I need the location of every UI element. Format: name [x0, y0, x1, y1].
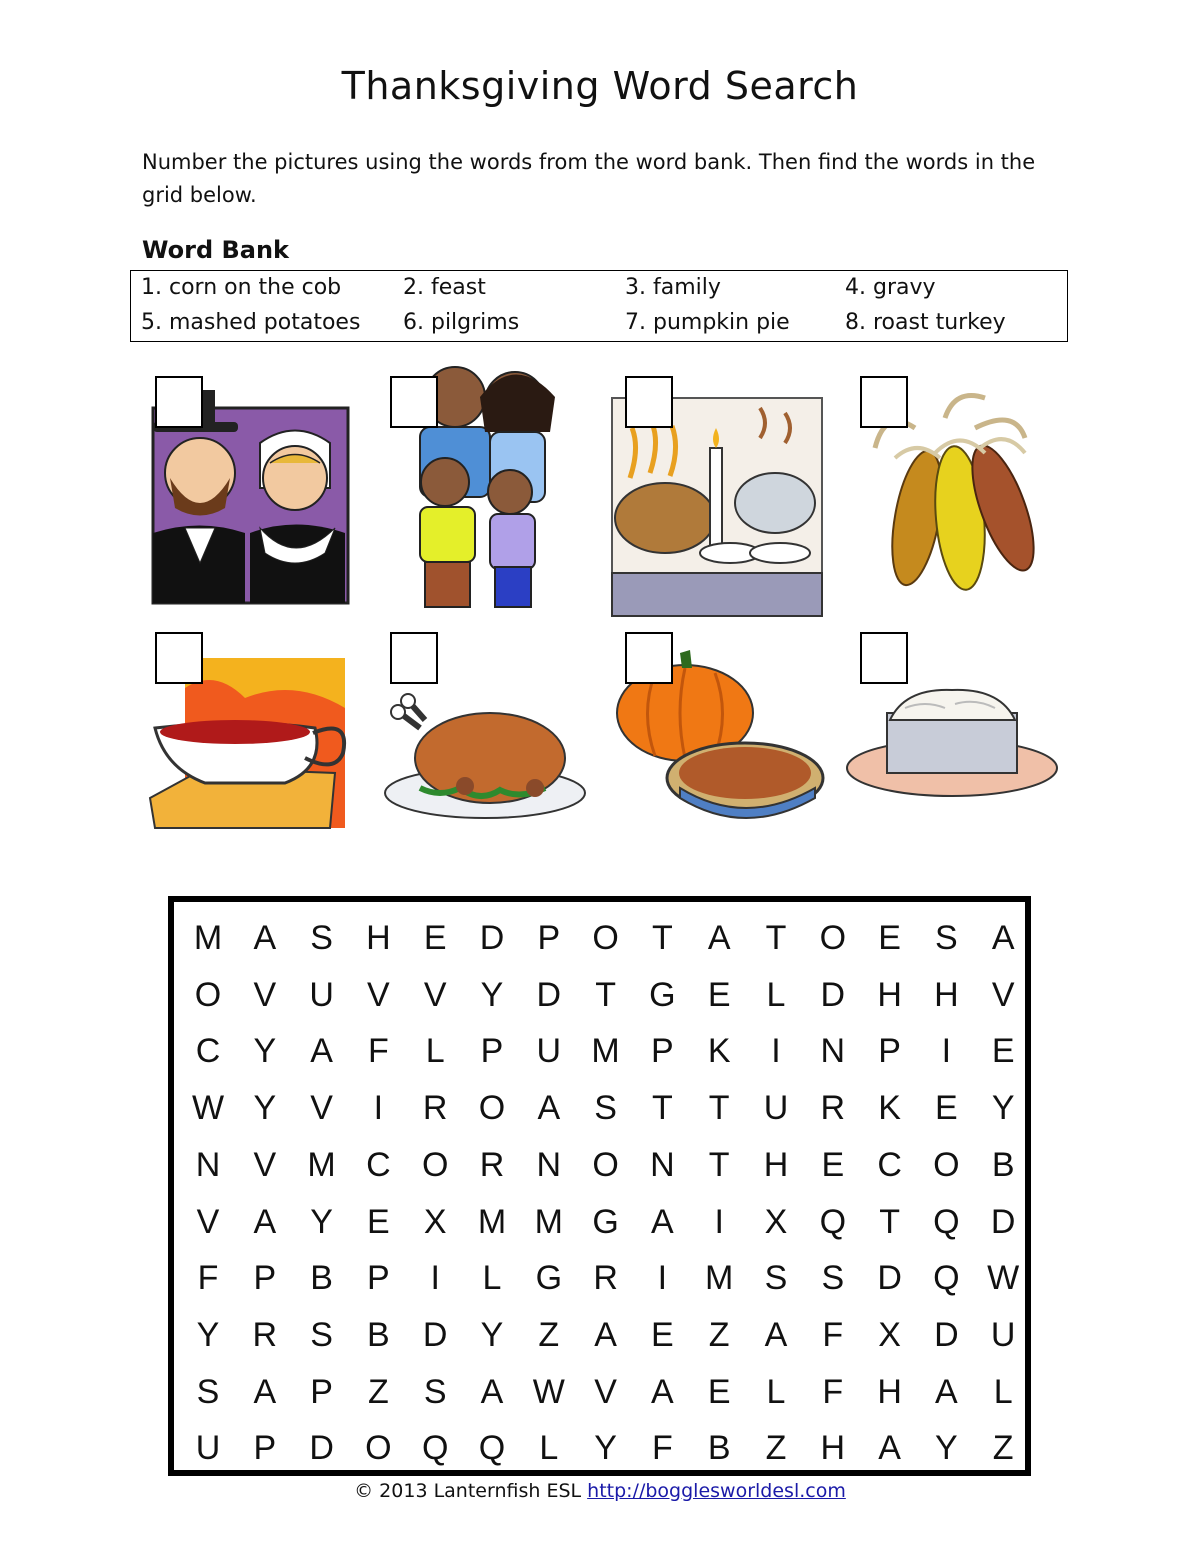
grid-letter[interactable]: D: [422, 1315, 448, 1354]
grid-letter[interactable]: M: [307, 1145, 336, 1184]
grid-letter[interactable]: A: [537, 1089, 561, 1128]
grid-row: [174, 1250, 1025, 1306]
grid-letter[interactable]: D: [479, 919, 505, 957]
grid-letter[interactable]: O: [592, 919, 619, 957]
grid-letter[interactable]: A: [991, 919, 1015, 957]
grid-letter[interactable]: V: [253, 975, 277, 1014]
grid-letter[interactable]: F: [652, 1429, 673, 1468]
grid-letter[interactable]: Q: [933, 1202, 960, 1241]
grid-letter[interactable]: G: [649, 975, 676, 1014]
grid-letter[interactable]: L: [425, 1032, 445, 1071]
grid-letter[interactable]: E: [935, 1089, 958, 1128]
grid-letter[interactable]: T: [595, 975, 616, 1014]
grid-letter[interactable]: U: [195, 1429, 221, 1468]
grid-letter[interactable]: M: [591, 1032, 620, 1071]
grid-letter[interactable]: Y: [935, 1429, 958, 1468]
grid-letter[interactable]: P: [537, 919, 561, 957]
grid-letter[interactable]: Q: [819, 1202, 847, 1241]
grid-row: [174, 1023, 1025, 1079]
grid-letter[interactable]: U: [536, 1032, 562, 1071]
grid-letter[interactable]: S: [310, 919, 333, 957]
grid-letter[interactable]: I: [941, 1032, 952, 1071]
grid-letter[interactable]: C: [366, 1145, 391, 1184]
word-bank-item: 8. roast turkey: [845, 310, 1006, 335]
grid-letter[interactable]: H: [877, 1372, 902, 1411]
grid-letter[interactable]: S: [764, 1259, 788, 1298]
grid-letter[interactable]: H: [877, 975, 902, 1014]
grid-letter[interactable]: L: [539, 1429, 559, 1468]
grid-letter[interactable]: G: [592, 1202, 619, 1241]
picture-card: [610, 368, 820, 618]
grid-letter[interactable]: W: [532, 1372, 565, 1411]
grid-letter[interactable]: D: [877, 1259, 902, 1298]
answer-box[interactable]: [155, 632, 203, 684]
grid-letter[interactable]: A: [253, 1202, 277, 1241]
grid-letter[interactable]: S: [310, 1315, 333, 1354]
grid-letter[interactable]: N: [195, 1145, 221, 1184]
page-title: Thanksgiving Word Search: [341, 64, 859, 108]
grid-row: [174, 1364, 1025, 1420]
grid-letter[interactable]: N: [536, 1145, 562, 1184]
grid-letter[interactable]: T: [652, 1089, 673, 1128]
grid-letter[interactable]: R: [479, 1145, 505, 1184]
grid-letter[interactable]: B: [367, 1315, 390, 1354]
grid-letter[interactable]: O: [933, 1145, 960, 1184]
grid-letter[interactable]: P: [367, 1259, 390, 1298]
grid-letter[interactable]: O: [365, 1429, 392, 1468]
grid-letter[interactable]: E: [991, 1032, 1015, 1071]
grid-letter[interactable]: F: [197, 1259, 219, 1298]
grid-letter[interactable]: P: [878, 1032, 901, 1071]
grid-letter[interactable]: Y: [480, 1315, 504, 1354]
grid-letter[interactable]: M: [705, 1259, 734, 1298]
grid-letter[interactable]: W: [987, 1259, 1020, 1298]
grid-letter[interactable]: O: [478, 1089, 506, 1128]
grid-letter[interactable]: Z: [708, 1315, 730, 1354]
grid-letter[interactable]: A: [310, 1032, 333, 1071]
grid-letter[interactable]: A: [764, 1315, 788, 1354]
grid-letter[interactable]: K: [707, 1032, 731, 1071]
grid-letter[interactable]: S: [196, 1372, 220, 1411]
grid-letter[interactable]: T: [708, 1145, 730, 1184]
grid-letter[interactable]: A: [935, 1372, 958, 1411]
grid-letter[interactable]: R: [422, 1089, 448, 1128]
grid-letter[interactable]: U: [309, 975, 334, 1014]
grid-letter[interactable]: K: [878, 1089, 901, 1128]
grid-letter[interactable]: P: [310, 1372, 333, 1411]
grid-letter[interactable]: F: [368, 1032, 389, 1071]
grid-letter[interactable]: T: [652, 919, 673, 957]
grid-letter[interactable]: C: [877, 1145, 902, 1184]
grid-row: [174, 910, 1025, 966]
grid-letter[interactable]: Z: [538, 1315, 560, 1354]
grid-row: [174, 1137, 1025, 1193]
grid-letter[interactable]: E: [367, 1202, 390, 1241]
grid-letter[interactable]: H: [366, 919, 391, 957]
grid-letter[interactable]: Y: [196, 1315, 220, 1354]
grid-letter[interactable]: O: [421, 1145, 449, 1184]
grid-letter[interactable]: B: [310, 1259, 333, 1298]
grid-letter[interactable]: M: [193, 919, 223, 957]
grid-letter[interactable]: O: [819, 919, 847, 957]
picture-card: [385, 362, 595, 612]
instructions: Number the pictures using the words from the word bank. Then find the words in the grid below.: [142, 150, 1036, 207]
word-bank-item: 6. pilgrims: [403, 310, 520, 335]
grid-letter[interactable]: A: [707, 919, 731, 957]
grid-row: [174, 1194, 1025, 1250]
grid-letter[interactable]: Q: [478, 1429, 506, 1468]
grid-letter[interactable]: R: [252, 1315, 278, 1354]
grid-letter[interactable]: E: [878, 919, 901, 957]
footer: [0, 1480, 1200, 1502]
grid-letter[interactable]: Y: [480, 975, 504, 1014]
grid-letter[interactable]: C: [195, 1032, 221, 1071]
grid-letter[interactable]: N: [650, 1145, 675, 1184]
grid-letter[interactable]: Y: [253, 1089, 277, 1128]
grid-letter[interactable]: S: [935, 919, 958, 957]
grid-letter[interactable]: B: [707, 1429, 731, 1468]
grid-letter[interactable]: S: [594, 1089, 617, 1128]
answer-box[interactable]: [155, 376, 203, 428]
answer-box[interactable]: [390, 376, 438, 428]
word-bank-item: 1. corn on the cob: [141, 275, 342, 300]
grid-letter[interactable]: I: [373, 1089, 384, 1128]
grid-letter[interactable]: L: [766, 975, 786, 1014]
grid-letter[interactable]: I: [771, 1032, 781, 1071]
grid-row: [174, 967, 1025, 1023]
grid-letter[interactable]: G: [535, 1259, 563, 1298]
word-bank: [130, 270, 1068, 342]
word-bank-item: 2. feast: [403, 275, 486, 300]
answer-box[interactable]: [625, 632, 673, 684]
grid-letter[interactable]: L: [993, 1372, 1013, 1411]
grid-row: [174, 1080, 1025, 1136]
grid-letter[interactable]: E: [707, 1372, 731, 1411]
grid-letter[interactable]: A: [651, 1202, 674, 1241]
grid-letter[interactable]: P: [253, 1429, 277, 1468]
grid-letter[interactable]: Y: [253, 1032, 277, 1071]
grid-letter[interactable]: U: [763, 1089, 789, 1128]
grid-letter[interactable]: H: [763, 1145, 789, 1184]
grid-letter[interactable]: X: [878, 1315, 901, 1354]
grid-letter[interactable]: W: [191, 1089, 225, 1128]
grid-letter[interactable]: B: [991, 1145, 1015, 1184]
answer-box[interactable]: [860, 376, 908, 428]
grid-letter[interactable]: A: [878, 1429, 901, 1468]
grid-letter[interactable]: V: [310, 1089, 333, 1128]
grid-letter[interactable]: N: [820, 1032, 846, 1071]
grid-letter[interactable]: X: [423, 1202, 447, 1241]
answer-box[interactable]: [390, 632, 438, 684]
grid-letter[interactable]: Z: [992, 1429, 1014, 1468]
grid-letter[interactable]: Z: [368, 1372, 389, 1411]
picture-card: [380, 628, 590, 878]
grid-letter[interactable]: D: [990, 1202, 1016, 1241]
grid-letter[interactable]: X: [764, 1202, 788, 1241]
grid-letter[interactable]: H: [934, 975, 959, 1014]
grid-letter[interactable]: Q: [421, 1429, 449, 1468]
grid-letter[interactable]: P: [480, 1032, 504, 1071]
word-bank-item: 5. mashed potatoes: [141, 310, 361, 335]
grid-letter[interactable]: A: [253, 919, 277, 957]
grid-letter[interactable]: V: [253, 1145, 277, 1184]
grid-letter[interactable]: S: [423, 1372, 447, 1411]
grid-letter[interactable]: V: [991, 975, 1015, 1014]
word-bank-item: 7. pumpkin pie: [625, 310, 790, 335]
grid-letter[interactable]: A: [651, 1372, 674, 1411]
grid-letter[interactable]: O: [194, 975, 222, 1014]
picture-card: [855, 368, 1065, 618]
grid-letter[interactable]: M: [477, 1202, 507, 1241]
grid-letter[interactable]: U: [990, 1315, 1016, 1354]
grid-letter[interactable]: L: [766, 1372, 786, 1411]
word-bank-item: 3. family: [625, 275, 721, 300]
grid-letter[interactable]: V: [367, 975, 390, 1014]
grid-row: [174, 1307, 1025, 1363]
grid-letter[interactable]: V: [594, 1372, 617, 1411]
grid-letter[interactable]: D: [309, 1429, 334, 1468]
grid-letter[interactable]: H: [820, 1429, 846, 1468]
grid-letter[interactable]: D: [536, 975, 562, 1014]
word-search-grid: [168, 896, 1031, 1476]
grid-letter[interactable]: E: [707, 975, 731, 1014]
grid-letter[interactable]: V: [196, 1202, 220, 1241]
grid-letter[interactable]: E: [821, 1145, 845, 1184]
grid-letter[interactable]: I: [430, 1259, 440, 1298]
grid-letter[interactable]: T: [879, 1202, 900, 1241]
grid-letter[interactable]: Z: [765, 1429, 787, 1468]
grid-letter[interactable]: S: [821, 1259, 845, 1298]
grid-letter[interactable]: D: [820, 975, 846, 1014]
grid-letter[interactable]: R: [820, 1089, 846, 1128]
grid-letter[interactable]: Y: [991, 1089, 1015, 1128]
grid-letter[interactable]: A: [480, 1372, 504, 1411]
answer-box[interactable]: [860, 632, 908, 684]
grid-letter[interactable]: Y: [310, 1202, 333, 1241]
grid-letter[interactable]: T: [708, 1089, 730, 1128]
grid-letter[interactable]: F: [822, 1315, 844, 1354]
grid-letter[interactable]: I: [657, 1259, 668, 1298]
picture-card: [610, 628, 820, 878]
grid-letter[interactable]: D: [934, 1315, 959, 1354]
website-link[interactable]: http://bogglesworldesl.com: [587, 1480, 846, 1502]
grid-row: [174, 1420, 1025, 1476]
word-bank-item: 4. gravy: [845, 275, 936, 300]
grid-letter[interactable]: P: [253, 1259, 277, 1298]
copyright-text: © 2013 Lanternfish ESL: [354, 1480, 582, 1502]
grid-letter[interactable]: Q: [933, 1259, 960, 1298]
grid-letter[interactable]: T: [765, 919, 787, 957]
picture-card: [845, 628, 1055, 878]
grid-letter[interactable]: I: [714, 1202, 724, 1241]
grid-letter[interactable]: R: [593, 1259, 618, 1298]
grid-letter[interactable]: M: [534, 1202, 563, 1241]
grid-letter[interactable]: P: [651, 1032, 674, 1071]
answer-box[interactable]: [625, 376, 673, 428]
grid-letter[interactable]: A: [253, 1372, 277, 1411]
grid-letter[interactable]: L: [482, 1259, 502, 1298]
grid-letter[interactable]: F: [822, 1372, 844, 1411]
grid-letter[interactable]: E: [423, 919, 447, 957]
grid-letter[interactable]: O: [592, 1145, 619, 1184]
picture-card: [145, 628, 355, 878]
grid-letter[interactable]: V: [423, 975, 447, 1014]
word-bank-heading: Word Bank: [142, 236, 290, 264]
grid-letter[interactable]: Y: [594, 1429, 617, 1468]
picture-card: [145, 368, 355, 618]
grid-letter[interactable]: E: [651, 1315, 674, 1354]
grid-letter[interactable]: A: [594, 1315, 617, 1354]
